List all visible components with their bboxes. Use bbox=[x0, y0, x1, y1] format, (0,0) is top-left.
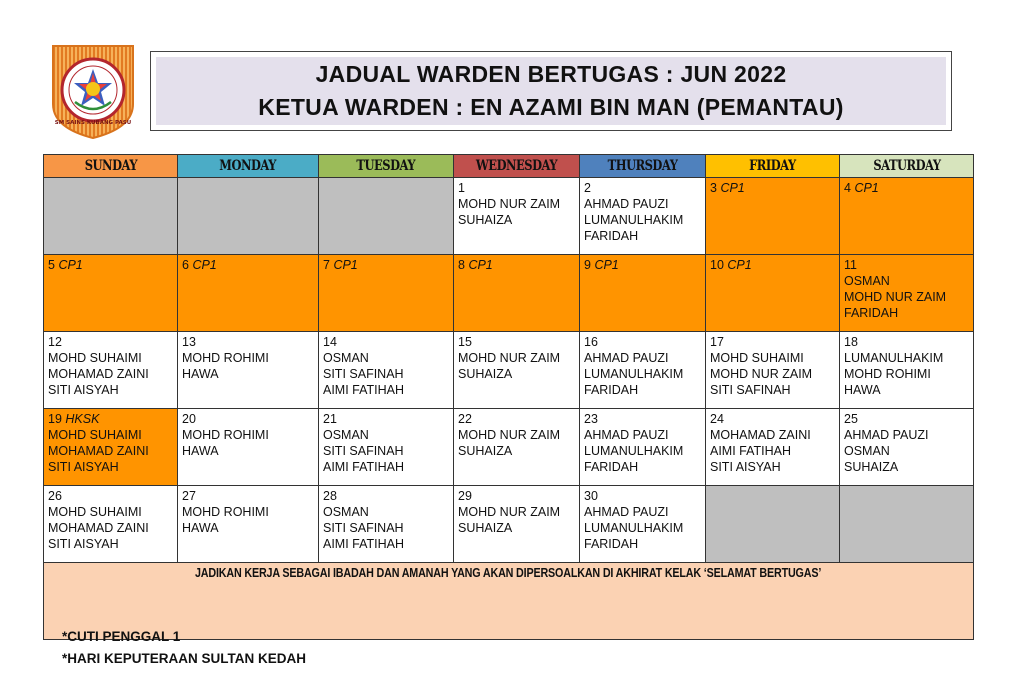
empty-day-cell bbox=[319, 178, 454, 255]
weekday-header-sunday bbox=[44, 155, 178, 178]
warden-name: MOHD NUR ZAIM bbox=[844, 290, 947, 304]
day-header-line bbox=[182, 257, 314, 273]
day-header-line bbox=[182, 488, 314, 504]
warden-name: LUMANULHAKIM bbox=[584, 521, 684, 535]
school-logo bbox=[49, 42, 137, 140]
day-number: 9 bbox=[584, 258, 591, 272]
warden-name: AIMI FATIHAH bbox=[323, 460, 405, 474]
day-number: 24 bbox=[710, 412, 724, 426]
warden-name: MOHD SUHAIMI bbox=[710, 351, 804, 365]
warden-name: AHMAD PAUZI bbox=[584, 197, 669, 211]
warden-name: AHMAD PAUZI bbox=[584, 505, 669, 519]
warden-name: SUHAIZA bbox=[458, 367, 513, 381]
warden-name: MOHD NUR ZAIM bbox=[458, 351, 561, 365]
day-number: 16 bbox=[584, 335, 598, 349]
schedule-title: JADUAL WARDEN BERTUGAS : JUN 2022 bbox=[315, 61, 787, 87]
day-header-line bbox=[710, 334, 835, 350]
warden-name: HAWA bbox=[844, 383, 881, 397]
weekday-header-friday bbox=[706, 155, 840, 178]
day-cell-8 bbox=[454, 255, 580, 332]
day-header-line bbox=[844, 334, 969, 350]
empty-day-cell bbox=[840, 486, 974, 563]
day-header-line bbox=[458, 334, 575, 350]
day-number: 5 bbox=[48, 258, 55, 272]
warden-name: AIMI FATIHAH bbox=[710, 444, 792, 458]
weekday-label: WEDNESDAY bbox=[475, 158, 558, 174]
holiday-tag: CP1 bbox=[854, 181, 879, 195]
day-cell-9 bbox=[580, 255, 706, 332]
weekday-label: SATURDAY bbox=[872, 158, 941, 174]
day-header-line bbox=[458, 411, 575, 427]
day-cell-2 bbox=[580, 178, 706, 255]
day-header-line bbox=[584, 334, 701, 350]
day-number: 11 bbox=[844, 258, 857, 272]
day-cell-15 bbox=[454, 332, 580, 409]
day-header-line bbox=[182, 334, 314, 350]
day-cell-7 bbox=[319, 255, 454, 332]
empty-day-cell bbox=[44, 178, 178, 255]
warden-name: MOHD NUR ZAIM bbox=[458, 428, 561, 442]
title-box bbox=[150, 51, 952, 131]
day-number: 23 bbox=[584, 412, 598, 426]
weekday-label: THURSDAY bbox=[607, 158, 678, 174]
day-number: 1 bbox=[458, 181, 465, 195]
duty-calendar bbox=[43, 154, 974, 640]
day-header-line bbox=[458, 488, 575, 504]
warden-name: AIMI FATIHAH bbox=[323, 537, 405, 551]
warden-name: FARIDAH bbox=[584, 383, 639, 397]
warden-name: MOHAMAD ZAINI bbox=[48, 521, 149, 535]
warden-name: OSMAN bbox=[323, 351, 369, 365]
warden-name: HAWA bbox=[182, 521, 219, 535]
day-number: 15 bbox=[458, 335, 472, 349]
day-cell-4 bbox=[840, 178, 974, 255]
day-cell-14 bbox=[319, 332, 454, 409]
day-header-line bbox=[323, 488, 449, 504]
day-number: 12 bbox=[48, 335, 62, 349]
warden-name: OSMAN bbox=[844, 274, 890, 288]
holiday-tag: CP1 bbox=[727, 258, 752, 272]
weekday-header-thursday bbox=[580, 155, 706, 178]
warden-name: LUMANULHAKIM bbox=[584, 213, 684, 227]
warden-name: AIMI FATIHAH bbox=[323, 383, 405, 397]
warden-name: SITI SAFINAH bbox=[323, 444, 404, 458]
day-number: 6 bbox=[182, 258, 189, 272]
week-row bbox=[44, 178, 974, 255]
day-cell-6 bbox=[178, 255, 319, 332]
empty-day-cell bbox=[178, 178, 319, 255]
warden-name: SITI SAFINAH bbox=[323, 367, 404, 381]
warden-name: MOHAMAD ZAINI bbox=[48, 444, 149, 458]
warden-name: LUMANULHAKIM bbox=[844, 351, 944, 365]
warden-name: MOHAMAD ZAINI bbox=[710, 428, 811, 442]
day-header-line bbox=[48, 257, 173, 273]
holiday-tag: CP1 bbox=[468, 258, 493, 272]
day-header-line bbox=[323, 411, 449, 427]
warden-name: MOHD SUHAIMI bbox=[48, 428, 142, 442]
day-number: 21 bbox=[323, 412, 337, 426]
day-number: 13 bbox=[182, 335, 196, 349]
warden-name: MOHD ROHIMI bbox=[182, 505, 269, 519]
note-sultan-birthday: *HARI KEPUTERAAN SULTAN KEDAH bbox=[62, 651, 307, 666]
day-cell-27 bbox=[178, 486, 319, 563]
day-cell-19 bbox=[44, 409, 178, 486]
weekday-header-wednesday bbox=[454, 155, 580, 178]
day-cell-22 bbox=[454, 409, 580, 486]
title-inner bbox=[156, 57, 946, 125]
weekday-label: FRIDAY bbox=[749, 158, 796, 174]
day-cell-10 bbox=[706, 255, 840, 332]
day-header-line bbox=[584, 180, 701, 196]
day-number: 29 bbox=[458, 489, 472, 503]
day-number: 20 bbox=[182, 412, 196, 426]
holiday-tag: CP1 bbox=[333, 258, 358, 272]
day-number: 7 bbox=[323, 258, 330, 272]
day-header-line bbox=[48, 411, 173, 427]
warden-name: FARIDAH bbox=[584, 537, 639, 551]
day-header-line bbox=[710, 411, 835, 427]
day-cell-3 bbox=[706, 178, 840, 255]
day-cell-30 bbox=[580, 486, 706, 563]
holiday-tag: CP1 bbox=[58, 258, 83, 272]
day-cell-13 bbox=[178, 332, 319, 409]
warden-name: MOHD ROHIMI bbox=[182, 428, 269, 442]
day-header-line bbox=[458, 257, 575, 273]
day-number: 10 bbox=[710, 258, 724, 272]
motto-text: JADIKAN KERJA SEBAGAI IBADAH DAN AMANAH YANG AKAN DIPERSOALKAN DI AKHIRAT KELAK ‘SELAMAT BERTUGAS’ bbox=[195, 566, 822, 580]
day-number: 28 bbox=[323, 489, 337, 503]
day-cell-21 bbox=[319, 409, 454, 486]
day-header-line bbox=[710, 180, 835, 196]
day-header-line bbox=[584, 488, 701, 504]
warden-name: AHMAD PAUZI bbox=[584, 351, 669, 365]
day-number: 18 bbox=[844, 335, 858, 349]
day-number: 17 bbox=[710, 335, 724, 349]
warden-name: MOHD NUR ZAIM bbox=[458, 505, 561, 519]
day-cell-29 bbox=[454, 486, 580, 563]
weekday-label: TUESDAY bbox=[356, 158, 416, 174]
weekday-header-row bbox=[44, 155, 974, 178]
day-header-line bbox=[844, 257, 969, 273]
weekday-header-saturday bbox=[840, 155, 974, 178]
day-header-line bbox=[584, 257, 701, 273]
holiday-tag: CP1 bbox=[720, 181, 745, 195]
day-number: 27 bbox=[182, 489, 196, 503]
warden-name: MOHD ROHIMI bbox=[844, 367, 931, 381]
day-cell-26 bbox=[44, 486, 178, 563]
warden-name: SUHAIZA bbox=[844, 460, 899, 474]
warden-name: SUHAIZA bbox=[458, 444, 513, 458]
day-number: 8 bbox=[458, 258, 465, 272]
warden-name: FARIDAH bbox=[844, 306, 899, 320]
day-cell-20 bbox=[178, 409, 319, 486]
day-header-line bbox=[710, 257, 835, 273]
day-header-line bbox=[182, 411, 314, 427]
day-header-line bbox=[844, 180, 969, 196]
weekday-header-monday bbox=[178, 155, 319, 178]
warden-name: MOHD NUR ZAIM bbox=[458, 197, 561, 211]
day-cell-23 bbox=[580, 409, 706, 486]
warden-name: SITI AISYAH bbox=[48, 537, 119, 551]
day-cell-12 bbox=[44, 332, 178, 409]
warden-name: AHMAD PAUZI bbox=[844, 428, 929, 442]
day-cell-5 bbox=[44, 255, 178, 332]
warden-name: SITI SAFINAH bbox=[323, 521, 404, 535]
warden-name: SUHAIZA bbox=[458, 521, 513, 535]
warden-name: SUHAIZA bbox=[458, 213, 513, 227]
day-cell-11 bbox=[840, 255, 974, 332]
weekday-header-tuesday bbox=[319, 155, 454, 178]
weekday-label: SUNDAY bbox=[84, 158, 137, 174]
day-number: 19 bbox=[48, 412, 62, 426]
day-cell-16 bbox=[580, 332, 706, 409]
day-header-line bbox=[48, 334, 173, 350]
day-number: 4 bbox=[844, 181, 851, 195]
day-header-line bbox=[48, 488, 173, 504]
holiday-tag: CP1 bbox=[192, 258, 217, 272]
day-cell-18 bbox=[840, 332, 974, 409]
day-header-line bbox=[844, 411, 969, 427]
warden-name: MOHD ROHIMI bbox=[182, 351, 269, 365]
warden-name: AHMAD PAUZI bbox=[584, 428, 669, 442]
warden-name: MOHD SUHAIMI bbox=[48, 505, 142, 519]
day-number: 3 bbox=[710, 181, 717, 195]
day-cell-24 bbox=[706, 409, 840, 486]
week-row bbox=[44, 255, 974, 332]
warden-name: MOHAMAD ZAINI bbox=[48, 367, 149, 381]
holiday-tag: CP1 bbox=[594, 258, 619, 272]
warden-name: SITI AISYAH bbox=[48, 460, 119, 474]
day-header-line bbox=[323, 334, 449, 350]
warden-name: SITI SAFINAH bbox=[710, 383, 791, 397]
warden-name: OSMAN bbox=[844, 444, 890, 458]
day-number: 14 bbox=[323, 335, 337, 349]
warden-name: SITI AISYAH bbox=[710, 460, 781, 474]
warden-name: FARIDAH bbox=[584, 229, 639, 243]
holiday-tag: HKSK bbox=[65, 412, 100, 426]
warden-name: MOHD SUHAIMI bbox=[48, 351, 142, 365]
day-number: 30 bbox=[584, 489, 598, 503]
day-number: 26 bbox=[48, 489, 62, 503]
note-school-holiday: *CUTI PENGGAL 1 bbox=[62, 629, 181, 644]
day-number: 2 bbox=[584, 181, 591, 195]
day-header-line bbox=[458, 180, 575, 196]
day-cell-28 bbox=[319, 486, 454, 563]
day-header-line bbox=[323, 257, 449, 273]
warden-name: OSMAN bbox=[323, 505, 369, 519]
warden-name: MOHD NUR ZAIM bbox=[710, 367, 813, 381]
warden-name: LUMANULHAKIM bbox=[584, 367, 684, 381]
warden-name: OSMAN bbox=[323, 428, 369, 442]
head-warden-title: KETUA WARDEN : EN AZAMI BIN MAN (PEMANTAU) bbox=[258, 94, 844, 120]
empty-day-cell bbox=[706, 486, 840, 563]
logo-text: SM SAINS KUBANG PASU bbox=[54, 120, 132, 126]
day-number: 25 bbox=[844, 412, 858, 426]
day-cell-25 bbox=[840, 409, 974, 486]
day-number: 22 bbox=[458, 412, 472, 426]
week-row bbox=[44, 409, 974, 486]
warden-name: LUMANULHAKIM bbox=[584, 444, 684, 458]
warden-name: HAWA bbox=[182, 367, 219, 381]
day-cell-1 bbox=[454, 178, 580, 255]
week-row bbox=[44, 486, 974, 563]
warden-name: SITI AISYAH bbox=[48, 383, 119, 397]
weekday-label: MONDAY bbox=[219, 158, 277, 174]
warden-name: FARIDAH bbox=[584, 460, 639, 474]
warden-name: HAWA bbox=[182, 444, 219, 458]
day-header-line bbox=[584, 411, 701, 427]
day-cell-17 bbox=[706, 332, 840, 409]
week-row bbox=[44, 332, 974, 409]
notes bbox=[62, 626, 306, 670]
